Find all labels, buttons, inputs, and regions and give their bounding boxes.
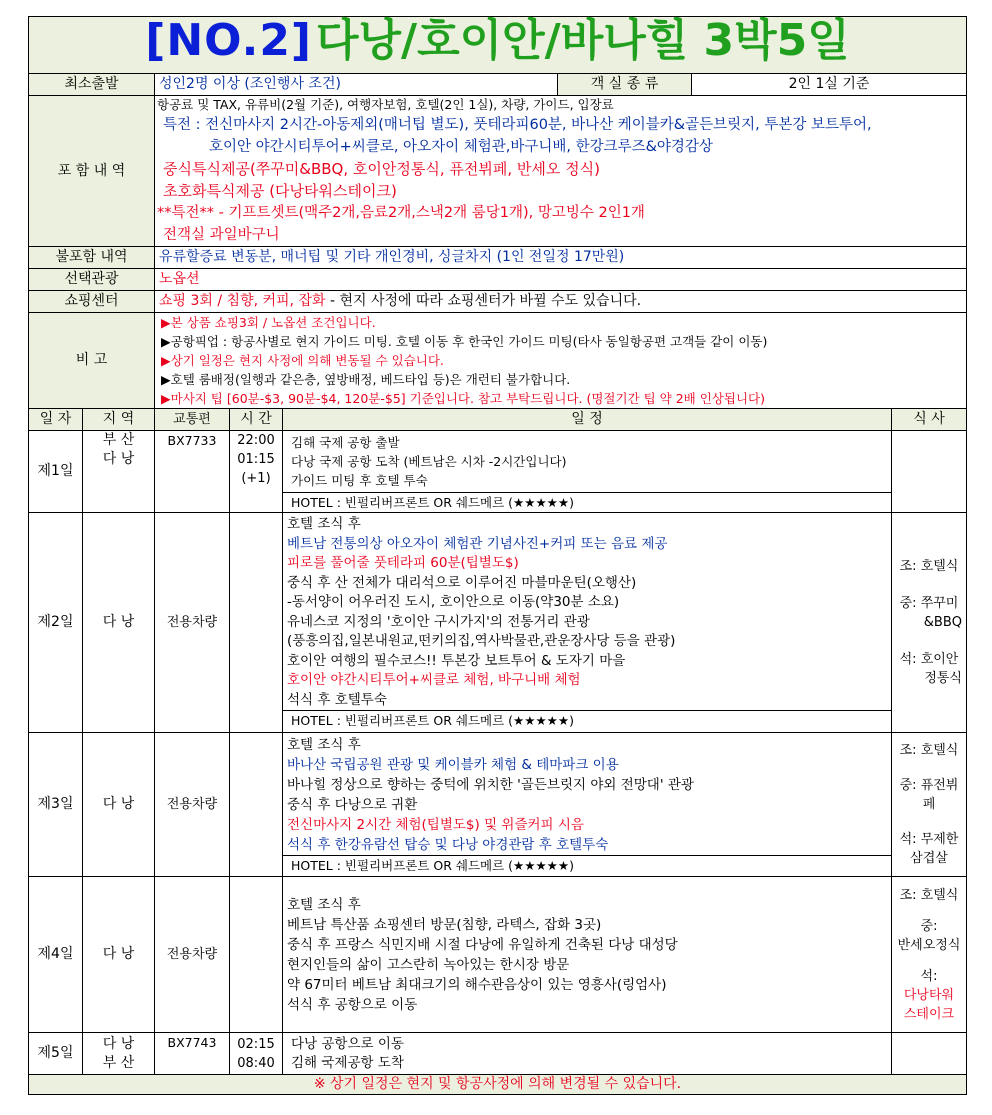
day-4-meal-dinner: 석: bbox=[920, 968, 938, 984]
day-3-line-3: 바나힐 정상으로 향하는 중턱에 위치한 '골든브릿지 야외 전망대' 관광 bbox=[287, 776, 694, 793]
min-departure-value: 성인2명 이상 (조인행사 조건) bbox=[155, 74, 558, 96]
included-line-3: 호이안 야간시티투어+씨클로, 아오자이 체험관,바구니배, 한강크루즈&야경감상 bbox=[209, 139, 713, 155]
remark-2: ▶공항픽업 : 항공사별로 현지 가이드 미팅. 호텔 이동 후 한국인 가이드 미팅(타사 동일항공편 고객들 같이 이동) bbox=[161, 334, 768, 349]
day-2-line-8: 호이안 여행의 필수코스!! 투본강 보트투어 & 도자기 마을 bbox=[287, 652, 626, 669]
day-4-line-1: 호텔 조식 후 bbox=[287, 896, 361, 913]
day-3-meal-lunch: 중: 퓨전뷔페 bbox=[899, 778, 959, 812]
day-2-line-5: -동서양이 어우러진 도시, 호이안으로 이동(약30분 소요) bbox=[287, 594, 620, 610]
day-1-time: 22:00 01:15 (+1) bbox=[230, 431, 283, 513]
day-2-line-1: 호텔 조식 후 bbox=[287, 516, 361, 532]
itinerary-sheet bbox=[28, 16, 966, 1095]
day-4-meal-dinner-3: 스테이크 bbox=[903, 1006, 955, 1022]
excluded-value bbox=[155, 247, 967, 269]
day-2-itinerary bbox=[283, 513, 892, 733]
day-2-hotel: HOTEL : 빈펄리버프론트 OR 쉐드메르 (★★★★★) bbox=[283, 710, 891, 730]
optional-tour-label: 선택관광 bbox=[29, 269, 155, 291]
day-2-line-10: 석식 후 호텔투숙 bbox=[287, 691, 387, 708]
day-4-meals bbox=[892, 877, 967, 1033]
day-2-meal-lunch-2: &BBQ bbox=[923, 615, 962, 630]
day-5-transport: BX7743 bbox=[155, 1033, 230, 1075]
day-4-transport: 전용차량 bbox=[155, 877, 230, 1033]
remarks-label: 비 고 bbox=[29, 313, 155, 409]
day-2-meal-breakfast: 조: 호텔식 bbox=[899, 559, 959, 574]
day-5-line-2: 김해 국제공항 도착 bbox=[291, 1054, 404, 1071]
title-tag: [NO.2] bbox=[145, 14, 313, 66]
day-2-line-2: 베트남 전통의상 아오자이 체험관 기념사진+커피 또는 음료 제공 bbox=[287, 535, 668, 552]
day-2-transport: 전용차량 bbox=[155, 513, 230, 733]
shopping-value bbox=[155, 291, 967, 313]
itinerary-table bbox=[28, 16, 967, 1095]
day-4-meal-breakfast: 조: 호텔식 bbox=[899, 887, 959, 903]
min-departure-label: 최소출발 bbox=[29, 74, 155, 96]
day-3-itinerary bbox=[283, 733, 892, 877]
included-line-7: 전객실 과일바구니 bbox=[163, 227, 280, 243]
day-1-meals bbox=[892, 431, 967, 513]
day-3-line-6: 석식 후 한강유람선 탑승 및 다낭 야경관람 후 호텔투숙 bbox=[287, 836, 609, 853]
day-2-line-6: 유네스코 지정의 '호이안 구시가지'의 전통거리 관광 bbox=[287, 613, 590, 630]
day-3-line-1: 호텔 조식 후 bbox=[287, 736, 361, 753]
day-4-line-5: 약 67미터 베트남 최대크기의 해수관음상이 있는 영흥사(링엄사) bbox=[287, 976, 667, 993]
excluded-text: 유류할증료 변동분, 매너팁 및 기타 개인경비, 싱글차지 (1인 전일정 17만원) bbox=[159, 249, 625, 265]
day-3-meals bbox=[892, 733, 967, 877]
included-line-2 bbox=[157, 114, 966, 136]
included-line-6: **특전** - 기프트셋트(맥주2개,음료2개,스낵2개 룸당1개), 망고빙수 2인1개 bbox=[157, 205, 645, 221]
remark-5: ▶마사지 팁 [60분-$3, 90분-$4, 120분-$5] 기준입니다. 참고 부탁드립니다. (명절기간 팁 약 2배 인상됩니다) bbox=[161, 391, 765, 406]
day-4-line-3: 중식 후 프랑스 식민지배 시절 다낭에 유일하게 건축된 다낭 대성당 bbox=[287, 936, 678, 953]
day-4-line-4: 현지인들의 삶이 고스란히 녹아있는 한시장 방문 bbox=[287, 956, 570, 973]
day-1-hotel: HOTEL : 빈펄리버프론트 OR 쉐드메르 (★★★★★) bbox=[283, 492, 891, 512]
day-4-region: 다 낭 bbox=[83, 877, 155, 1033]
remark-3: ▶상기 일정은 현지 사정에 의해 변동될 수 있습니다. bbox=[161, 353, 444, 368]
included-line-4: 중식특식제공(쭈꾸미&BBQ, 호이안정통식, 퓨전뷔페, 반세오 정식) bbox=[163, 160, 600, 178]
included-line-5: 초호화특식제공 (다낭타워스테이크) bbox=[163, 182, 397, 200]
day-4-meal-lunch: 중: bbox=[920, 918, 938, 934]
day-5: 제5일 bbox=[29, 1033, 83, 1075]
header-region: 지 역 bbox=[83, 409, 155, 431]
day-1-line-2: 다낭 국제 공항 도착 (베트남은 시차 -2시간입니다) bbox=[291, 454, 567, 469]
day-2: 제2일 bbox=[29, 513, 83, 733]
remark-4: ▶호텔 룸배정(일행과 같은층, 옆방배정, 베드타입 등)은 개런티 불가합니다. bbox=[161, 372, 571, 387]
day-3-line-5: 전신마사지 2시간 체험(팁별도$) 및 위즐커피 시음 bbox=[287, 816, 584, 833]
day-3-meal-breakfast: 조: 호텔식 bbox=[899, 743, 959, 758]
day-2-line-7: (풍흥의집,일본내원교,떤키의집,역사박물관,관운장사당 등을 관광) bbox=[287, 633, 676, 649]
day-3-meal-dinner: 석: 무제한 bbox=[899, 832, 959, 847]
day-2-line-4: 중식 후 산 전체가 대리석으로 이루어진 마블마운틴(오행산) bbox=[287, 574, 637, 591]
day-4-itinerary bbox=[283, 877, 892, 1033]
day-2-region: 다 낭 bbox=[83, 513, 155, 733]
day-2-meal-lunch: 중: 쭈꾸미 bbox=[899, 596, 959, 611]
room-type-label: 객 실 종 류 bbox=[558, 74, 692, 96]
day-3-line-4: 중식 후 다낭으로 귀환 bbox=[287, 796, 418, 813]
day-3-time bbox=[230, 733, 283, 877]
header-itinerary: 일 정 bbox=[283, 409, 892, 431]
day-4: 제4일 bbox=[29, 877, 83, 1033]
header-transport: 교통편 bbox=[155, 409, 230, 431]
shopping-value-black: - 현지 사정에 따라 쇼핑센터가 바뀔 수도 있습니다. bbox=[325, 293, 642, 309]
day-1-region: 부 산 다 낭 bbox=[83, 431, 155, 513]
day-1-transport: BX7733 bbox=[155, 431, 230, 513]
day-4-line-6: 석식 후 공항으로 이동 bbox=[287, 996, 418, 1013]
day-5-region: 다 낭 부 산 bbox=[83, 1033, 155, 1075]
day-1-itinerary bbox=[283, 431, 892, 513]
room-type-value: 2인 1실 기준 bbox=[692, 74, 967, 96]
day-2-meal-dinner: 석: 호이안 bbox=[899, 652, 959, 667]
included-line-1: 항공료 및 TAX, 유류비(2월 기준), 여행자보험, 호텔(2인 1실), 차량, 가이드, 입장료 bbox=[157, 97, 614, 112]
day-4-line-2: 베트남 특산품 쇼핑센터 방문(침향, 라텍스, 잡화 3곳) bbox=[287, 916, 602, 933]
day-4-meal-lunch-2: 반세오정식 bbox=[897, 937, 961, 953]
excluded-label: 불포함 내역 bbox=[29, 247, 155, 269]
day-3: 제3일 bbox=[29, 733, 83, 877]
page-title bbox=[29, 14, 967, 74]
day-2-meals bbox=[892, 513, 967, 733]
shopping-label: 쇼핑센터 bbox=[29, 291, 155, 313]
day-1-line-3: 가이드 미팅 후 호텔 투숙 bbox=[291, 473, 428, 488]
day-5-line-1: 다낭 공항으로 이동 bbox=[291, 1035, 404, 1052]
day-2-line-3: 피로를 풀어줄 풋테라피 60분(팁별도$) bbox=[287, 555, 519, 571]
day-3-meal-dinner-2: 삼겹살 bbox=[910, 851, 948, 866]
day-3-hotel: HOTEL : 빈펄리버프론트 OR 쉐드메르 (★★★★★) bbox=[283, 855, 891, 875]
day-2-time bbox=[230, 513, 283, 733]
day-2-line-9: 호이안 야간시티투어+씨클로 체험, 바구니배 체험 bbox=[287, 672, 581, 688]
title-main: 다낭/호이안/바나힐 3박5일 bbox=[316, 14, 850, 66]
day-5-itinerary bbox=[283, 1033, 892, 1075]
remarks-content bbox=[155, 313, 967, 409]
day-1-line-1: 김해 국제 공항 출발 bbox=[291, 435, 400, 450]
day-2-meal-dinner-2: 정통식 bbox=[924, 671, 962, 686]
day-3-line-2: 바나산 국립공원 관광 및 케이블카 체험 & 테마파크 이용 bbox=[287, 756, 619, 773]
day-4-meal-dinner-2: 다낭타워 bbox=[903, 987, 955, 1003]
day-3-region: 다 낭 bbox=[83, 733, 155, 877]
day-5-meals bbox=[892, 1033, 967, 1075]
header-meal: 식 사 bbox=[892, 409, 967, 431]
shopping-value-red: 쇼핑 3회 / 침향, 커피, 잡화 bbox=[159, 293, 326, 309]
optional-tour-value: 노옵션 bbox=[155, 269, 967, 291]
day-3-transport: 전용차량 bbox=[155, 733, 230, 877]
included-content bbox=[155, 96, 967, 247]
day-5-time: 02:15 08:40 bbox=[230, 1033, 283, 1075]
included-line-2-text: 특전 : 전신마사지 2시간-아동제외(매너팁 별도), 풋테라피60분, 바나산 케이블카&골든브릿지, 투본강 보트투어, bbox=[163, 117, 872, 133]
day-1: 제1일 bbox=[29, 431, 83, 513]
included-label: 포 함 내 역 bbox=[29, 96, 155, 247]
footer-notice: ※ 상기 일정은 현지 및 항공사정에 의해 변경될 수 있습니다. bbox=[29, 1075, 967, 1095]
header-day: 일 자 bbox=[29, 409, 83, 431]
remark-1: ▶본 상품 쇼핑3회 / 노옵션 조건입니다. bbox=[161, 315, 376, 330]
header-time: 시 간 bbox=[230, 409, 283, 431]
day-4-time bbox=[230, 877, 283, 1033]
